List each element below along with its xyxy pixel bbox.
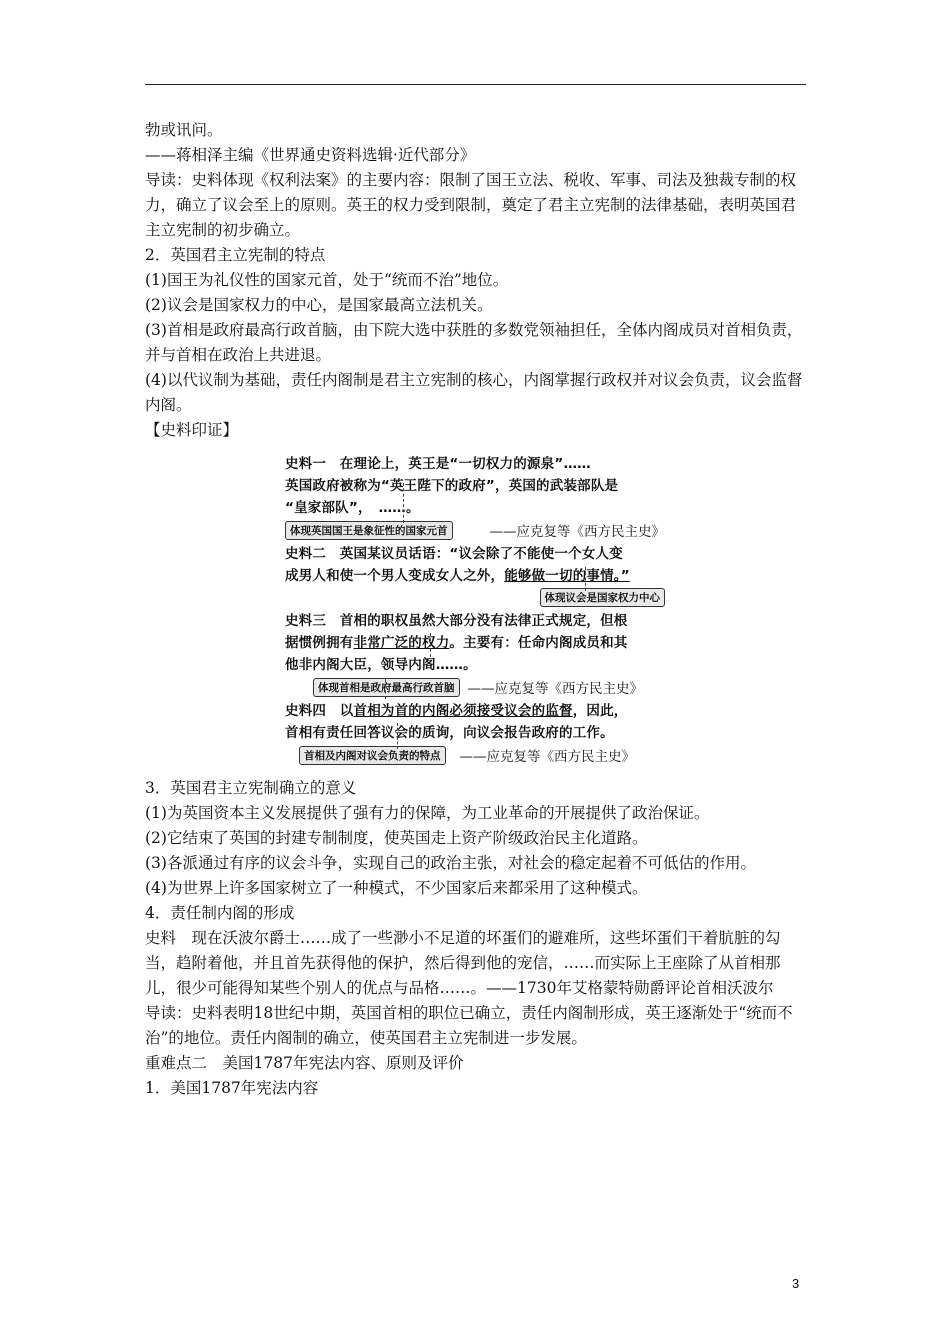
significance-item: (2)它结束了英国的封建专制制度，使英国走上资产阶级政治民主化道路。 (145, 829, 648, 847)
figure-line (285, 565, 665, 587)
feature-item: (2)议会是国家权力的中心，是国家最高立法机关。 (145, 296, 493, 314)
evidence-figure (285, 453, 665, 770)
feature-item: (1)国王为礼仪性的国家元首，处于“统而不治”地位。 (145, 271, 509, 289)
connector-line (585, 567, 586, 591)
figure-line: 首相有责任回答议会的质询，向议会报告政府的工作。 (285, 725, 614, 741)
connector-line (430, 633, 431, 657)
annotation-tag: 体现首相是政府最高行政首脑 (313, 678, 460, 697)
tag-row (285, 588, 665, 607)
figure-text: 据惯例拥有 (285, 635, 354, 651)
figure-text: 成男人和使一个男人变成女人之外， (285, 568, 505, 584)
annotation-tag: 体现英国国王是象征性的国家元首 (285, 521, 453, 540)
figure-line (285, 700, 665, 722)
figure-text: 。主要有：任命内阁成员和其 (449, 635, 628, 651)
tag-row (285, 677, 665, 697)
figure-line (285, 632, 665, 654)
section-heading: 4．责任制内阁的形成 (145, 904, 295, 922)
section-heading: 2．英国君主立宪制的特点 (145, 246, 326, 264)
guide-paragraph: 导读：史料表明18世纪中期，英国首相的职位已确立，责任内阁制形成，英王逐渐处于“统而不治”的地位。责任内阁制的确立，使英国君主立宪制进一步发展。 (145, 1004, 793, 1047)
feature-item: (4)以代议制为基础，责任内阁制是君主立宪制的核心，内阁掌握行政权并对议会负责，议会监督内阁。 (145, 371, 803, 414)
significance-item: (3)各派通过有序的议会斗争，实现自己的政治主张，对社会的稳定起着不可低估的作用。 (145, 854, 756, 872)
figure-line: 史料三 首相的职权虽然大部分没有法律正式规定，但根 (285, 613, 628, 629)
figure-line: 他非内阁大臣，领导内阁……。 (285, 657, 477, 673)
connector-line (385, 679, 386, 699)
annotation-tag: 体现议会是国家权力中心 (540, 588, 666, 607)
annotation-tag: 首相及内阁对议会负责的特点 (299, 746, 446, 765)
figure-line: 史料一 在理论上，英王是“一切权力的源泉”…… (285, 456, 591, 472)
underlined-text: 非常广泛的权力 (353, 635, 450, 651)
significance-item: (4)为世界上许多国家树立了一种模式，不少国家后来都采用了这种模式。 (145, 879, 648, 897)
section-heading: 3．英国君主立宪制确立的意义 (145, 779, 357, 797)
feature-item: (3)首相是政府最高行政首脑，由下院大选中获胜的多数党领袖担任，全体内阁成员对首相负责，并与首相在政治上共进退。 (145, 321, 803, 364)
figure-citation: ——应克复等《西方民主史》 (467, 681, 643, 697)
tag-row (285, 745, 665, 765)
source-citation: ——蒋相泽主编《世界通史资料选辑·近代部分》 (145, 146, 476, 164)
evidence-heading: 【史料印证】 (145, 421, 239, 439)
figure-line: 史料二 英国某议员话语：“议会除了不能使一个女人变 (285, 546, 623, 562)
key-point-heading: 重难点二 美国1787年宪法内容、原则及评价 (145, 1054, 464, 1072)
section-heading: 1．美国1787年宪法内容 (145, 1079, 319, 1097)
figure-citation: ——应克复等《西方民主史》 (459, 749, 635, 765)
significance-item: (1)为英国资本主义发展提供了强有力的保障，为工业革命的开展提供了政治保证。 (145, 804, 710, 822)
underlined-text: 能够做一切的事情。” (504, 568, 630, 584)
guide-paragraph: 导读：史料体现《权利法案》的主要内容：限制了国王立法、税收、军事、司法及独裁专制的权力，确立了议会至上的原则。英王的权力受到限制，奠定了君主立宪制的法律基础，表明英国君主立宪制的初步确立。 (145, 171, 797, 239)
header-rule (145, 84, 806, 85)
text-line: 勃或讯问。 (145, 121, 223, 139)
source-paragraph: 史料 现在沃波尔爵士……成了一些渺小不足道的坏蛋们的避难所，这些坏蛋们干着肮脏的勾当，趋附着他，并且首先获得他的保护，然后得到他的宠信，……而实际上王座除了从首相那儿，很少可能得知某些个别人的优点与品格……。——1730年艾格蒙特勋爵评论首相沃波尔 (145, 929, 781, 997)
connector-line (397, 723, 398, 749)
page-number: 3 (792, 1276, 800, 1291)
connector-line (403, 483, 404, 523)
figure-line: 英国政府被称为“英王陛下的政府”，英国的武装部队是 (285, 478, 619, 494)
figure-text: ，因此， (572, 703, 628, 719)
underlined-text: 首相为首的内阁必须接受议会的监督 (353, 703, 573, 719)
tag-row (285, 520, 665, 540)
figure-line: “皇家部队”， ……。 (285, 500, 420, 516)
figure-text: 史料四 以 (285, 703, 354, 719)
page-body (145, 118, 807, 1101)
figure-citation: ——应克复等《西方民主史》 (489, 524, 665, 540)
